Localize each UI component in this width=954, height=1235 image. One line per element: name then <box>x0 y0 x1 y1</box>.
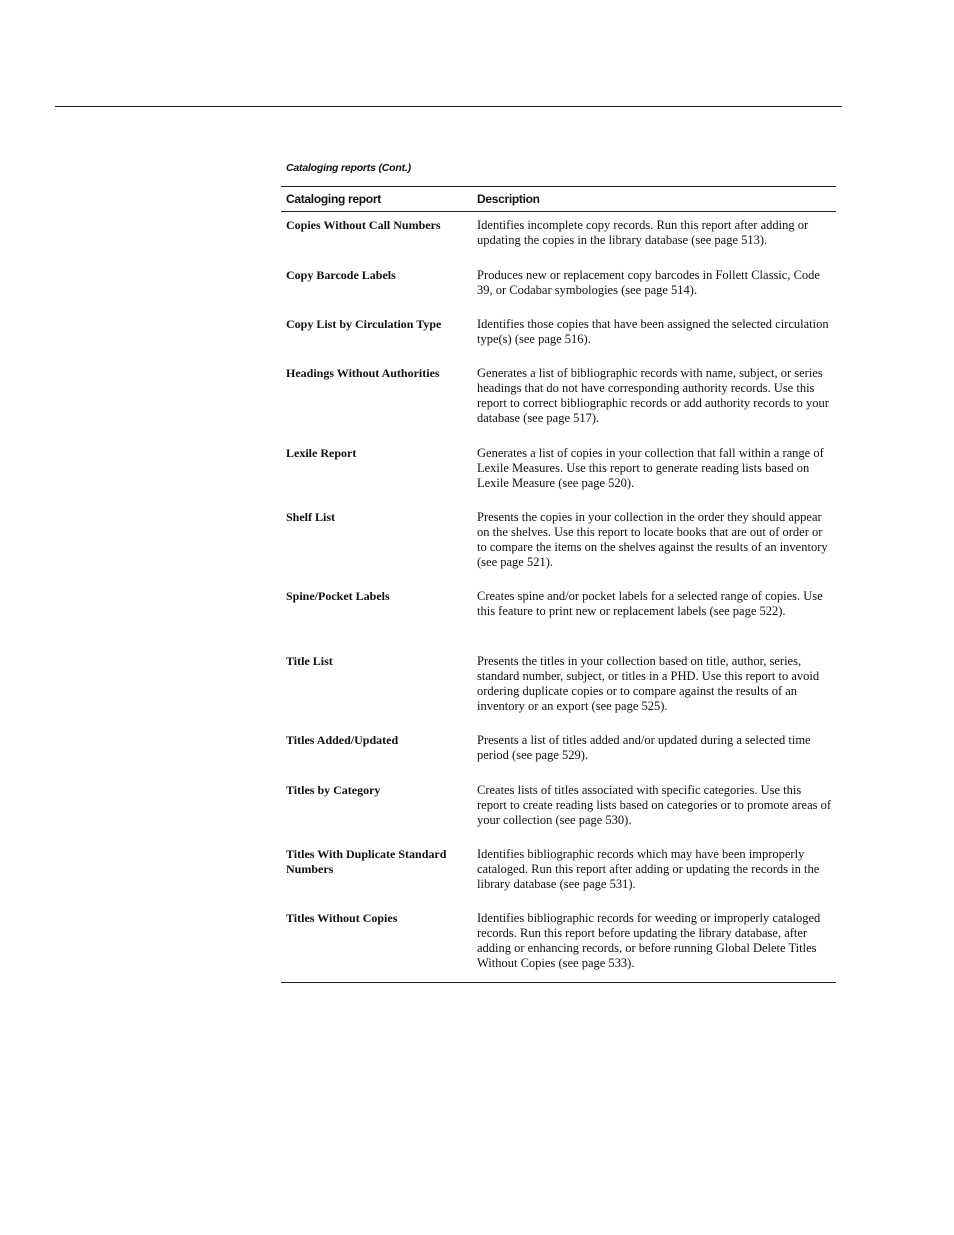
report-name: Spine/Pocket Labels <box>286 589 390 603</box>
table-row <box>281 733 836 783</box>
table-row <box>281 654 836 733</box>
report-name: Titles Without Copies <box>286 911 398 925</box>
report-description: Presents the titles in your collection based on title, author, series, standard number, subject, or titles in a PHD. Use this report to avoid ordering duplicate copies or to compare against the results of an inventory or an export (see page 525). <box>477 654 820 713</box>
report-description: Identifies those copies that have been assigned the selected circulation type(s) (see page 516). <box>477 317 829 346</box>
cataloging-reports-table <box>281 160 836 983</box>
table-row <box>281 446 836 510</box>
report-name: Copies Without Call Numbers <box>286 218 441 232</box>
table-header-row <box>281 186 836 212</box>
report-description: Generates a list of bibliographic records with name, subject, or series headings that do not have corresponding authority records. Use this report to correct bibliographic records or add authority records to your database (see page 517). <box>477 366 829 425</box>
table-row <box>281 911 836 971</box>
table-row <box>281 317 836 366</box>
report-name: Title List <box>286 654 333 668</box>
report-name: Lexile Report <box>286 446 357 460</box>
report-name: Titles by Category <box>286 783 381 797</box>
report-description: Produces new or replacement copy barcodes in Follett Classic, Code 39, or Codabar symbologies (see page 514). <box>477 268 820 297</box>
table-row <box>281 218 836 268</box>
table-caption: Cataloging reports (Cont.) <box>286 162 411 174</box>
table-row <box>281 783 836 847</box>
table-row <box>281 589 836 654</box>
report-name: Copy List by Circulation Type <box>286 317 442 331</box>
report-name: Shelf List <box>286 510 336 524</box>
top-rule <box>55 106 842 107</box>
header-description: Description <box>477 192 540 206</box>
report-description: Identifies bibliographic records for weeding or improperly cataloged records. Run this report before updating the library database, after adding or enhancing records, or before running Global Delete Titles Without Copies (see page 533). <box>477 911 821 970</box>
report-description: Presents a list of titles added and/or updated during a selected time period (see page 529). <box>477 733 811 762</box>
report-name: Titles With Duplicate Standard Numbers <box>286 847 447 876</box>
report-description: Generates a list of copies in your collection that fall within a range of Lexile Measures. Use this report to generate reading lists based on Lexile Measure (see page 520). <box>477 446 824 490</box>
table-row <box>281 510 836 589</box>
table-row <box>281 847 836 911</box>
report-description: Identifies incomplete copy records. Run this report after adding or updating the copies in the library database (see page 513). <box>477 218 809 247</box>
report-description: Identifies bibliographic records which may have been improperly cataloged. Run this report after adding or updating the records in the library database (see page 531). <box>477 847 820 891</box>
table-row <box>281 268 836 317</box>
table-body <box>281 212 836 983</box>
table-row <box>281 366 836 446</box>
report-description: Creates lists of titles associated with specific categories. Use this report to create reading lists based on categories or to promote areas of your collection (see page 530). <box>477 783 832 827</box>
report-name: Titles Added/Updated <box>286 733 399 747</box>
report-name: Copy Barcode Labels <box>286 268 396 282</box>
report-name: Headings Without Authorities <box>286 366 440 380</box>
report-description: Creates spine and/or pocket labels for a selected range of copies. Use this feature to print new or replacement labels (see page 522). <box>477 589 823 618</box>
header-cataloging-report: Cataloging report <box>286 192 381 206</box>
report-description: Presents the copies in your collection in the order they should appear on the shelves. Use this report to locate books that are out of order or to compare the items on the shelves against the results of an inventory (see page 521). <box>477 510 828 569</box>
